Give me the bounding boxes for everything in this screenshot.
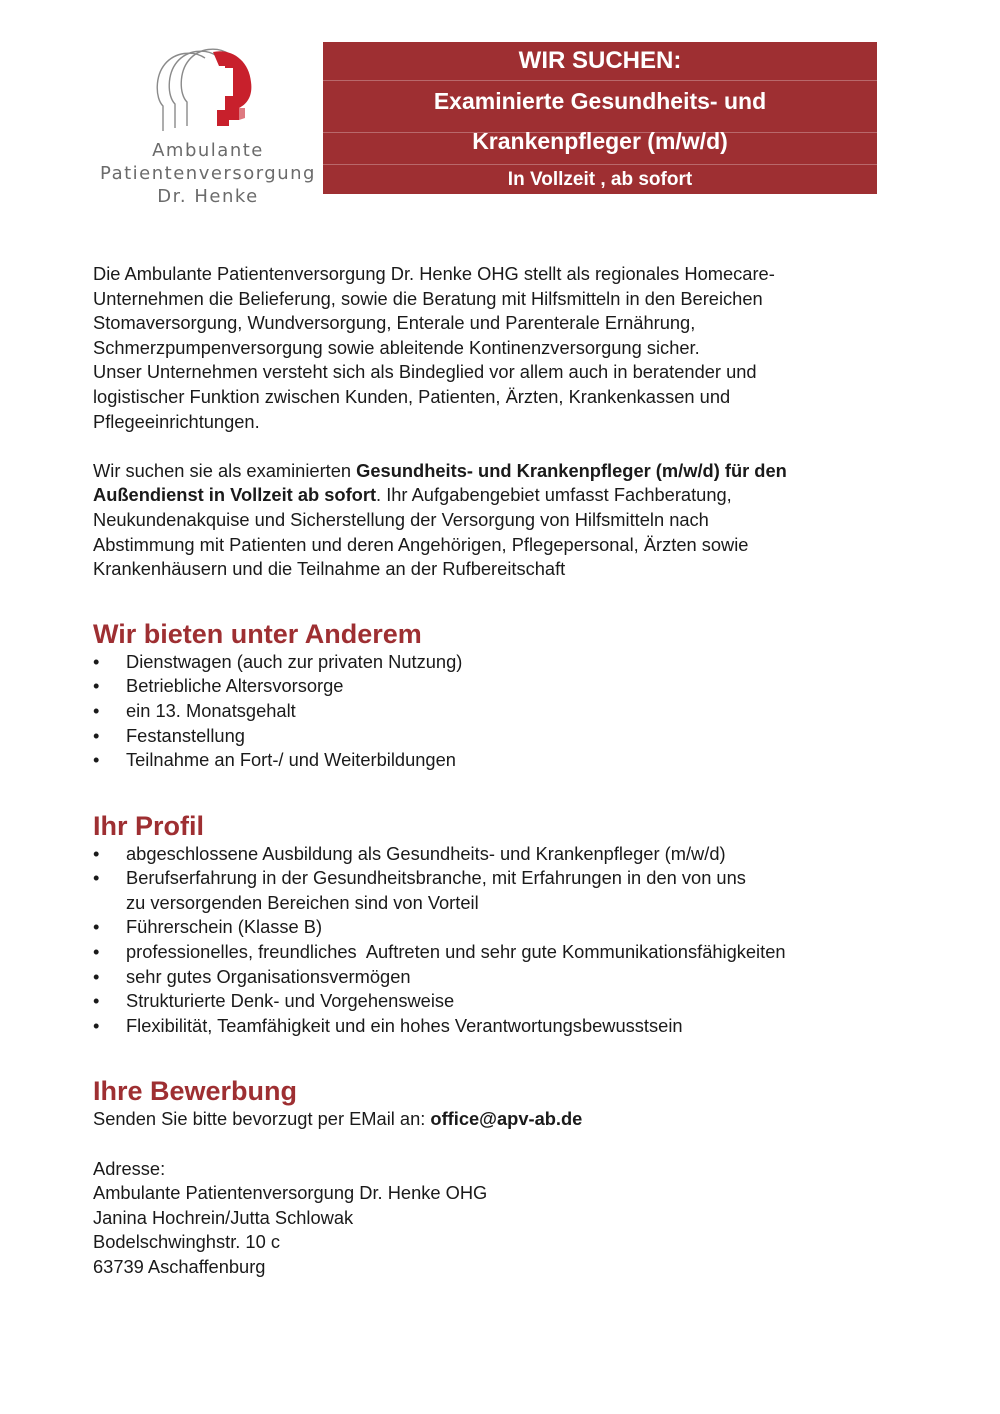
intro-line: Die Ambulante Patientenversorgung Dr. Henke OHG stellt als regionales Homecare-	[93, 263, 775, 284]
bullet-icon: •	[93, 699, 100, 721]
heads-logo-icon	[153, 46, 263, 136]
search-suffix: . Ihr Aufgabengebiet umfasst Fachberatung,	[376, 484, 732, 506]
intro-line: Schmerzpumpenversorgung sowie ableitende Kontinenzversorgung sicher.	[93, 336, 700, 358]
profile-item: • Berufserfahrung in der Gesundheitsbranche, mit Erfahrungen in den von uns zu versorgenden Bereichen sind von Vorteil	[93, 867, 746, 913]
address-label: Adresse:	[93, 1157, 166, 1179]
profile-item: • sehr gutes Organisationsvermögen	[93, 965, 923, 990]
bullet-icon: •	[93, 724, 100, 746]
search-line: Abstimmung mit Patienten und deren Angehörigen, Pflegepersonal, Ärzten sowie	[93, 533, 749, 555]
banner-terms: In Vollzeit , ab sofort	[323, 164, 877, 195]
bullet-icon: •	[93, 675, 100, 697]
logo-text-line1: Ambulante	[152, 140, 264, 161]
profile-item: • Flexibilität, Teamfähigkeit und ein hohes Verantwortungsbewusstsein	[93, 1014, 923, 1039]
main-content	[93, 262, 923, 1280]
search-line-1	[93, 459, 923, 484]
search-bold-position: Gesundheits- und Krankenpfleger (m/w/d) für den	[356, 459, 787, 481]
intro-paragraph	[93, 262, 923, 434]
bullet-icon: •	[93, 749, 100, 771]
search-bold-terms: Außendienst in Vollzeit ab sofort	[93, 484, 377, 506]
bullet-icon: •	[93, 941, 100, 963]
offer-heading: Wir bieten unter Anderem	[93, 618, 422, 649]
profile-item-continuation: zu versorgenden Bereichen sind von Vorteil	[126, 891, 479, 913]
address-line: Janina Hochrein/Jutta Schlowak	[93, 1206, 354, 1228]
bullet-icon: •	[93, 1014, 100, 1036]
intro-line: Pflegeeinrichtungen.	[93, 410, 260, 432]
company-logo	[98, 40, 318, 210]
offer-item: • Dienstwagen (auch zur privaten Nutzung)	[93, 650, 923, 675]
offer-item: • Betriebliche Altersvorsorge	[93, 674, 923, 699]
address-line: Bodelschwinghstr. 10 c	[93, 1231, 280, 1253]
email-link[interactable]: office@apv-ab.de	[430, 1108, 583, 1130]
offer-list	[93, 650, 923, 773]
address-line: 63739 Aschaffenburg	[93, 1256, 266, 1277]
intro-line: Unser Unternehmen versteht sich als Bindeglied vor allem auch in beratender und	[93, 361, 757, 383]
search-line: Neukundenakquise und Sicherstellung der Versorgung von Hilfsmitteln nach	[93, 508, 709, 530]
offer-item: • Teilnahme an Fort-/ und Weiterbildungen	[93, 748, 923, 773]
bullet-icon: •	[93, 990, 100, 1012]
profile-heading: Ihr Profil	[93, 810, 205, 841]
intro-line: Unternehmen die Belieferung, sowie die Beratung mit Hilfsmitteln in den Bereichen	[93, 287, 763, 309]
profile-item: • professionelles, freundliches Auftreten und sehr gute Kommunikationsfähigkeiten	[93, 940, 923, 965]
logo-text-line2: Patientenversorgung	[100, 163, 316, 184]
search-line: Krankenhäusern und die Teilnahme an der Rufbereitschaft	[93, 558, 566, 580]
send-text: Senden Sie bitte bevorzugt per EMail an:	[93, 1108, 431, 1130]
intro-line: logistischer Funktion zwischen Kunden, Patienten, Ärzten, Krankenkassen und	[93, 385, 731, 407]
application-heading: Ihre Bewerbung	[93, 1076, 298, 1107]
profile-item: • abgeschlossene Ausbildung als Gesundheits- und Krankenpfleger (m/w/d)	[93, 842, 923, 867]
offer-item: • Festanstellung	[93, 724, 923, 749]
banner-position-line1: Examinierte Gesundheits- und	[323, 86, 877, 133]
intro-line: Stomaversorgung, Wundversorgung, Enterale und Parenterale Ernährung,	[93, 312, 696, 334]
job-banner	[323, 42, 877, 194]
banner-position-line2: Krankenpfleger (m/w/d)	[472, 128, 728, 154]
bullet-icon: •	[93, 842, 100, 864]
profile-list	[93, 842, 923, 1039]
search-paragraph	[93, 459, 923, 582]
search-prefix: Wir suchen sie als examinierten	[93, 459, 357, 481]
address-line: Ambulante Patientenversorgung Dr. Henke OHG	[93, 1182, 488, 1204]
profile-item: • Strukturierte Denk- und Vorgehensweise	[93, 989, 923, 1014]
bullet-icon: •	[93, 965, 100, 987]
profile-item: • Führerschein (Klasse B)	[93, 915, 923, 940]
search-line-2	[93, 483, 923, 508]
bullet-icon: •	[93, 650, 100, 672]
application-send-line	[93, 1107, 923, 1132]
logo-text-line3: Dr. Henke	[157, 186, 259, 207]
banner-title: WIR SUCHEN:	[323, 42, 877, 81]
bullet-icon: •	[93, 867, 100, 889]
offer-item: • ein 13. Monatsgehalt	[93, 699, 923, 724]
bullet-icon: •	[93, 916, 100, 938]
